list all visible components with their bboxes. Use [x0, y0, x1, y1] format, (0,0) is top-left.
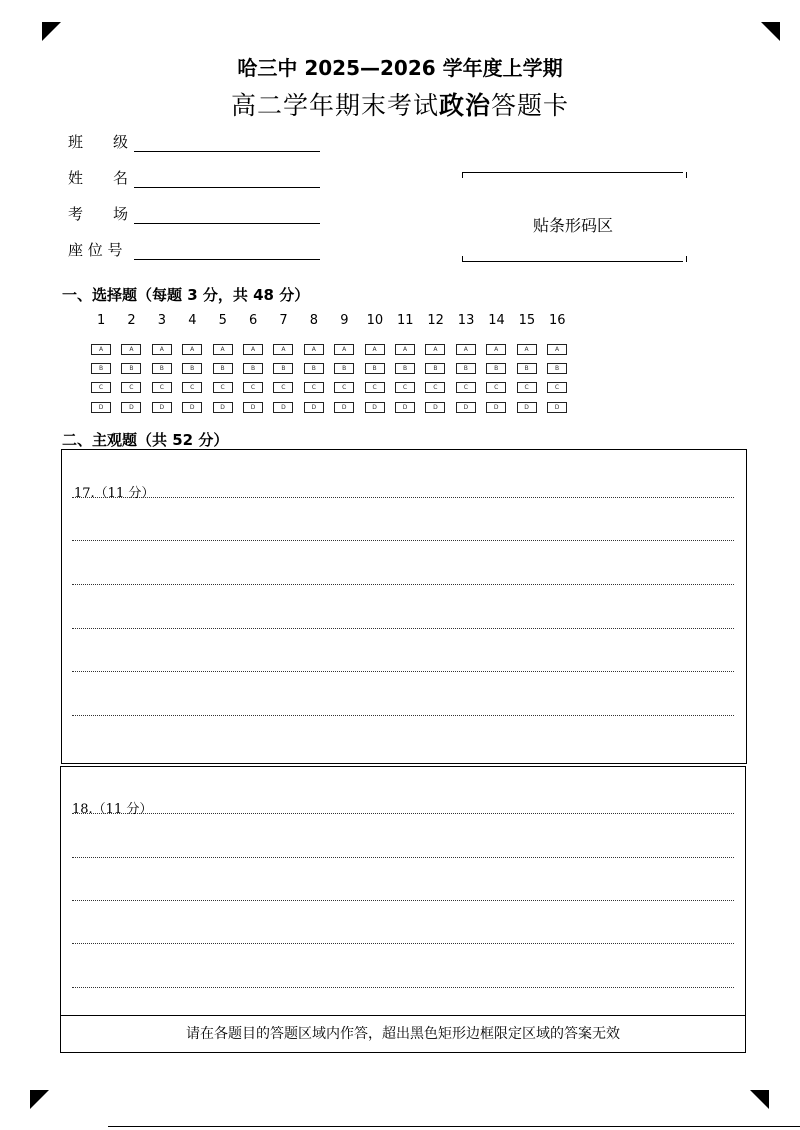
option-bubble-b[interactable]: B: [213, 363, 233, 374]
option-bubble-a[interactable]: A: [213, 344, 233, 355]
option-bubble-d[interactable]: D: [456, 402, 476, 413]
barcode-corner: [462, 256, 467, 262]
class-input-line[interactable]: [134, 135, 320, 152]
question-number: 8: [309, 313, 319, 328]
option-bubble-c[interactable]: C: [121, 382, 141, 393]
option-bubble-d[interactable]: D: [91, 402, 111, 413]
answer-line[interactable]: [72, 715, 734, 716]
option-bubble-b[interactable]: B: [547, 363, 567, 374]
answer-line[interactable]: [72, 943, 734, 944]
barcode-corner: [682, 172, 687, 178]
option-bubble-c[interactable]: C: [213, 382, 233, 393]
answer-line[interactable]: [72, 584, 734, 585]
option-bubble-b[interactable]: B: [425, 363, 445, 374]
answer-box-18: [60, 766, 746, 1016]
question-number: 10: [366, 313, 384, 328]
question-number: 2: [127, 313, 136, 328]
option-bubble-d[interactable]: D: [334, 402, 354, 413]
question-number: 16: [549, 313, 566, 328]
option-bubble-c[interactable]: C: [365, 382, 385, 393]
option-bubble-b[interactable]: B: [304, 363, 324, 374]
answer-area-notice: 请在各题目的答题区域内作答，超出黑色矩形边框限定区域的答案无效: [60, 1015, 746, 1053]
question-number: 15: [518, 313, 536, 328]
exam-title-suffix: 答题卡: [491, 91, 570, 120]
option-bubble-b[interactable]: B: [334, 363, 354, 374]
option-bubble-c[interactable]: C: [395, 382, 415, 393]
option-bubble-c[interactable]: C: [91, 382, 111, 393]
option-bubble-c[interactable]: C: [486, 382, 506, 393]
class-label: 班 级: [68, 133, 129, 151]
barcode-area-label: 贴条形码区: [532, 216, 613, 235]
option-bubble-c[interactable]: C: [182, 382, 202, 393]
exam-room-input-line[interactable]: [134, 207, 320, 224]
option-bubble-a[interactable]: A: [547, 344, 567, 355]
option-bubble-a[interactable]: A: [91, 344, 111, 355]
question-number: 14: [488, 313, 505, 328]
option-bubble-d[interactable]: D: [121, 402, 141, 413]
option-bubble-c[interactable]: C: [517, 382, 537, 393]
answer-line[interactable]: [72, 540, 734, 541]
option-bubble-c[interactable]: C: [334, 382, 354, 393]
section2-title: 二、主观题（共 52 分）: [62, 431, 229, 449]
option-bubble-a[interactable]: A: [365, 344, 385, 355]
answer-line[interactable]: [72, 671, 734, 672]
seat-number-label: 座 位 号: [68, 241, 123, 259]
answer-line[interactable]: [72, 987, 734, 988]
option-bubble-a[interactable]: A: [334, 344, 354, 355]
name-input-line[interactable]: [134, 171, 320, 188]
option-bubble-a[interactable]: A: [304, 344, 324, 355]
option-bubble-a[interactable]: A: [425, 344, 445, 355]
option-bubble-a[interactable]: A: [121, 344, 141, 355]
option-bubble-c[interactable]: C: [304, 382, 324, 393]
registration-mark-bottom-left: [30, 1090, 49, 1109]
option-bubble-b[interactable]: B: [273, 363, 293, 374]
exam-room-field: [68, 200, 320, 224]
option-bubble-c[interactable]: C: [273, 382, 293, 393]
option-bubble-d[interactable]: D: [213, 402, 233, 413]
option-bubble-b[interactable]: B: [243, 363, 263, 374]
question-number: 7: [279, 313, 288, 328]
option-bubble-d[interactable]: D: [273, 402, 293, 413]
registration-mark-top-right: [761, 22, 780, 41]
question-18-label: 18.（11 分）: [72, 802, 153, 817]
option-bubble-a[interactable]: A: [273, 344, 293, 355]
school-term-title: 哈三中 2025—2026 学年度上学期: [237, 56, 563, 80]
option-bubble-a[interactable]: A: [517, 344, 537, 355]
name-field: [68, 164, 320, 188]
option-bubble-c[interactable]: C: [243, 382, 263, 393]
answer-line[interactable]: [72, 900, 734, 901]
option-bubble-d[interactable]: D: [486, 402, 506, 413]
barcode-corner: [462, 172, 467, 178]
answer-line[interactable]: [72, 628, 734, 629]
option-bubble-c[interactable]: C: [547, 382, 567, 393]
seat-number-input-line[interactable]: [134, 243, 320, 260]
exam-title: [0, 86, 800, 122]
option-bubble-d[interactable]: D: [547, 402, 567, 413]
option-bubble-a[interactable]: A: [152, 344, 172, 355]
option-bubble-b[interactable]: B: [152, 363, 172, 374]
name-label: 姓 名: [68, 169, 129, 187]
registration-mark-bottom-right: [750, 1090, 769, 1109]
option-bubble-c[interactable]: C: [425, 382, 445, 393]
option-bubble-a[interactable]: A: [456, 344, 476, 355]
option-bubble-c[interactable]: C: [456, 382, 476, 393]
option-bubble-d[interactable]: D: [304, 402, 324, 413]
exam-room-label: 考 场: [68, 205, 129, 223]
option-bubble-d[interactable]: D: [425, 402, 445, 413]
registration-mark-top-left: [42, 22, 61, 41]
option-bubble-b[interactable]: B: [91, 363, 111, 374]
seat-number-field: [68, 236, 320, 260]
option-bubble-d[interactable]: D: [243, 402, 263, 413]
option-bubble-a[interactable]: A: [243, 344, 263, 355]
exam-subject: 政治: [438, 91, 491, 120]
option-bubble-b[interactable]: B: [121, 363, 141, 374]
bottom-rule: [108, 1126, 800, 1127]
question-number: 1: [97, 313, 106, 328]
question-number: 5: [218, 313, 227, 328]
question-number: 13: [457, 313, 475, 328]
barcode-corner: [682, 256, 687, 262]
option-bubble-d[interactable]: D: [395, 402, 415, 413]
option-bubble-b[interactable]: B: [517, 363, 537, 374]
option-bubble-a[interactable]: A: [182, 344, 202, 355]
option-bubble-d[interactable]: D: [365, 402, 385, 413]
barcode-area: [463, 172, 683, 262]
question-number: 9: [340, 313, 349, 328]
option-bubble-b[interactable]: B: [182, 363, 202, 374]
question-number: 4: [188, 313, 197, 328]
class-field: [68, 128, 320, 152]
question-number: 11: [397, 313, 414, 328]
question-number: 12: [427, 313, 444, 328]
answer-line[interactable]: [72, 497, 734, 498]
option-bubble-b[interactable]: B: [395, 363, 415, 374]
option-bubble-d[interactable]: D: [152, 402, 172, 413]
exam-title-prefix: 高二学年期末考试: [230, 91, 439, 120]
option-bubble-b[interactable]: B: [365, 363, 385, 374]
option-bubble-a[interactable]: A: [395, 344, 415, 355]
option-bubble-b[interactable]: B: [486, 363, 506, 374]
option-bubble-d[interactable]: D: [517, 402, 537, 413]
question-number: 3: [157, 313, 167, 328]
option-bubble-d[interactable]: D: [182, 402, 202, 413]
option-bubble-b[interactable]: B: [456, 363, 476, 374]
answer-line[interactable]: [72, 857, 734, 858]
section1-title: 一、选择题（每题 3 分，共 48 分）: [62, 286, 310, 304]
option-bubble-a[interactable]: A: [486, 344, 506, 355]
answer-line[interactable]: [72, 813, 734, 814]
question-number: 6: [249, 313, 258, 328]
question-17-label: 17.（11 分）: [74, 486, 155, 501]
option-bubble-c[interactable]: C: [152, 382, 172, 393]
